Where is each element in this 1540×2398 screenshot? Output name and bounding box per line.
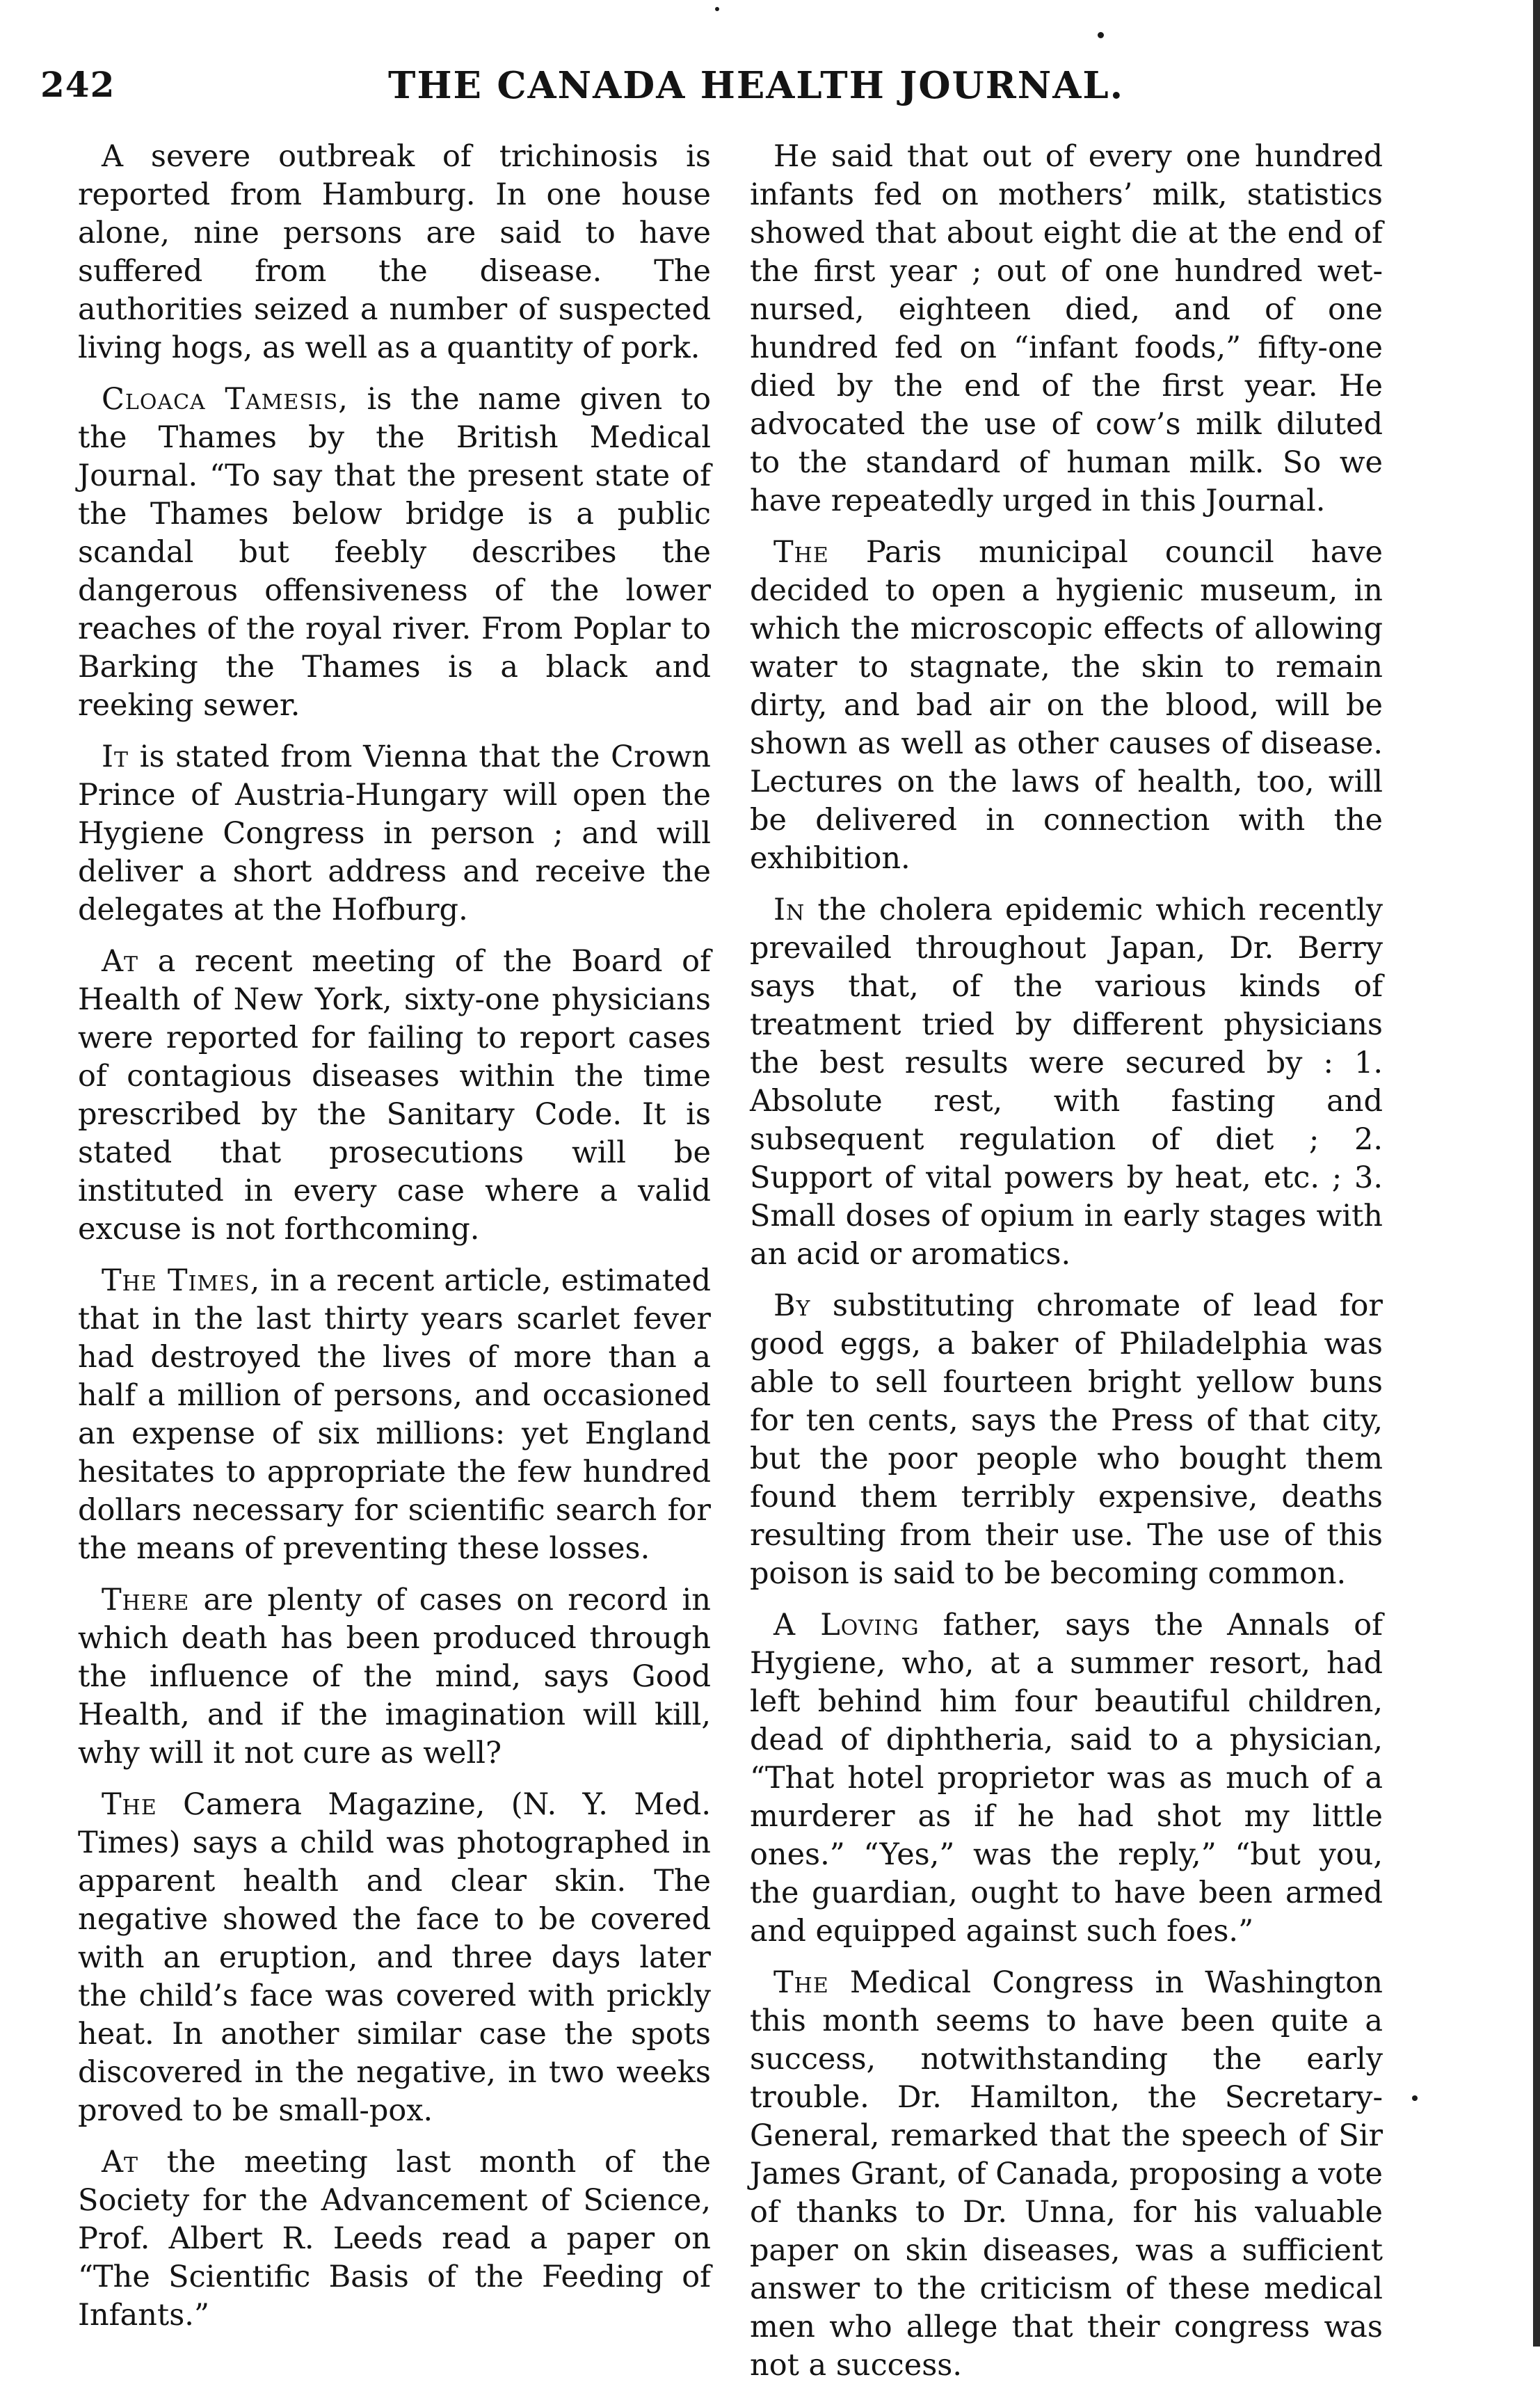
- paragraph-lead: At: [102, 2145, 139, 2180]
- article-paragraph: [78, 138, 711, 367]
- paragraph-lead: The: [773, 1965, 829, 2000]
- paragraph-text: Camera Magazine, (N. Y. Med. Times) says a child was photographed in apparent health and clear skin. The negative showed the face to be covered with an eruption, and three days later the child’s face was covered with prickly heat. In another similar case the spots discovered in the negative, in two weeks proved to be small-pox.: [78, 1787, 711, 2128]
- article-paragraph: [750, 1606, 1383, 1951]
- page-number: 242: [40, 64, 115, 105]
- article-paragraph: [78, 943, 711, 1249]
- paragraph-text: Medical Congress in Washington this month seems to have been quite a success, notwithstanding the early trouble. Dr. Hamilton, the Secretary-General, remarked that the speech of Sir James Grant, of Canada, proposing a vote of thanks to Dr. Unna, for his valuable paper on skin diseases, was a sufficient answer to the criticism of these medical men who allege that their congress was not a success.: [750, 1965, 1383, 2383]
- article-paragraph: [78, 381, 711, 725]
- article-paragraph: [78, 2143, 711, 2335]
- paragraph-lead: Cloaca Tamesis,: [102, 382, 348, 417]
- paragraph-text: is stated from Vienna that the Crown Prince of Austria-Hungary will open the Hygiene Congress in person ; and will deliver a short address and receive the delegates at the Hofburg.: [78, 740, 711, 927]
- article-paragraph: [78, 738, 711, 929]
- paragraph-lead: At: [102, 944, 139, 979]
- article-paragraph: [750, 891, 1383, 1274]
- paragraph-text: are plenty of cases on record in which death has been produced through the influence of the mind, says Good Health, and if the imagination will kill, why will it not cure as well?: [78, 1583, 711, 1770]
- paragraph-text: substituting chromate of lead for good eggs, a baker of Philadelphia was able to sell fourteen bright yellow buns for ten cents, says the Press of that city, but the poor people who bought them found them terribly expensive, deaths resulting from their use. The use of this poison is said to be becoming common.: [750, 1288, 1383, 1591]
- paragraph-lead: By: [773, 1288, 811, 1323]
- paragraph-text: the cholera epidemic which recently prevailed throughout Japan, Dr. Berry says that, of the various kinds of treatment tried by different physicians the best results were secured by : 1. Absolute rest, with fasting and subsequent regulation of diet ; 2. Support of vital powers by heat, etc. ; 3. Small doses of opium in early stages with an acid or aromatics.: [750, 893, 1383, 1272]
- paragraph-lead: It: [102, 740, 129, 774]
- paragraph-lead: A Loving: [773, 1608, 920, 1642]
- scan-edge: [1533, 0, 1540, 2347]
- paragraph-lead: The: [102, 1787, 157, 1822]
- paragraph-text: He said that out of every one hundred infants fed on mothers’ milk, statistics showed that about eight die at the end of the first year ; out of one hundred wet-nursed, eighteen died, and of one hundred fed on “infant foods,” fifty-one died by the end of the first year. He advocated the use of cow’s milk diluted to the standard of human milk. So we have repeatedly urged in this Journal.: [750, 139, 1383, 518]
- article-paragraph: [750, 1287, 1383, 1593]
- paragraph-lead: The: [773, 535, 829, 570]
- paragraph-text: the meeting last month of the Society for the Advancement of Science, Prof. Albert R. Leeds read a paper on “The Scientific Basis of the Feeding of Infants.”: [78, 2145, 711, 2333]
- article-paragraph: [750, 534, 1383, 878]
- right-column: [750, 138, 1383, 2398]
- article-paragraph: [750, 1964, 1383, 2385]
- article-paragraph: [78, 1262, 711, 1568]
- paragraph-lead: There: [102, 1583, 190, 1617]
- left-column: [78, 138, 711, 2348]
- paragraph-text: in a recent article, estimated that in the last thirty years scarlet fever had destroyed the lives of more than a half a million of persons, and occasioned an expense of six millions: yet England hesitates to appropriate the few hundred dollars necessary for scientific search for the means of preventing these losses.: [78, 1263, 711, 1566]
- paragraph-text: Paris municipal council have decided to open a hygienic museum, in which the microscopic effects of allowing water to stagnate, the skin to remain dirty, and bad air on the blood, will be shown as well as other causes of disease. Lectures on the laws of health, too, will be delivered in connection with the exhibition.: [750, 535, 1383, 876]
- page-header: [40, 64, 1181, 113]
- article-paragraph: [750, 138, 1383, 520]
- paragraph-text: A severe outbreak of trichinosis is reported from Hamburg. In one house alone, nine persons are said to have suffered from the disease. The authorities seized a number of suspected living hogs, as well as a quantity of pork.: [78, 139, 711, 365]
- article-paragraph: [78, 1786, 711, 2130]
- paragraph-text: is the name given to the Thames by the British Medical Journal. “To say that the present state of the Thames below bridge is a public scandal but feebly describes the dangerous offensiveness of the lower reaches of the royal river. From Poplar to Barking the Thames is a black and reeking sewer.: [78, 382, 711, 723]
- paragraph-lead: The Times,: [102, 1263, 261, 1298]
- paragraph-lead: In: [773, 893, 805, 927]
- article-paragraph: [78, 1581, 711, 1773]
- paragraph-text: father, says the Annals of Hygiene, who, at a summer resort, had left behind him four beautiful children, dead of diphtheria, said to a physician, “That hotel proprietor was as much of a murderer as if he had shot my little ones.” “Yes,” was the reply,” “but you, the guardian, ought to have been armed and equipped against such foes.”: [750, 1608, 1383, 1949]
- running-title: THE CANADA HEALTH JOURNAL.: [388, 64, 1125, 107]
- paragraph-text: a recent meeting of the Board of Health of New York, sixty-one physicians were reported for failing to report cases of contagious diseases within the time prescribed by the Sanitary Code. It is stated that prosecutions will be instituted in every case where a valid excuse is not forthcoming.: [78, 944, 711, 1247]
